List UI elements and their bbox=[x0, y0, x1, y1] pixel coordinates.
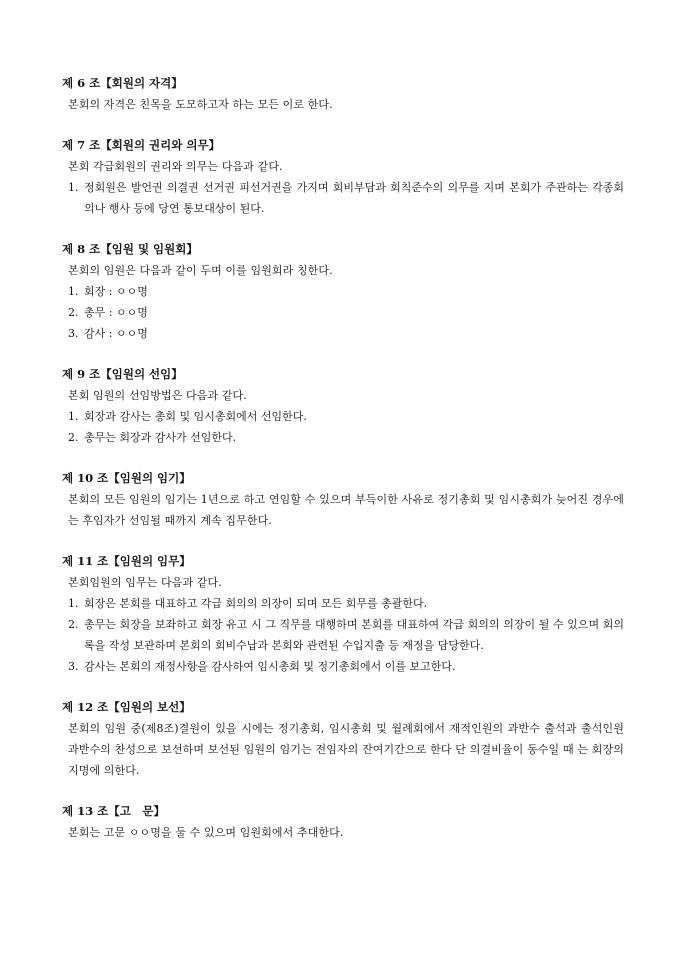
list-item bbox=[62, 281, 624, 302]
list-item-number: 1. bbox=[68, 597, 79, 610]
list-item-number: 3. bbox=[68, 660, 79, 673]
article-paragraph: 본회는 고문 ㅇㅇ명을 둘 수 있으며 임원회에서 추대한다. bbox=[68, 826, 344, 839]
list-item bbox=[62, 656, 624, 677]
article-heading: 제 13 조【고 문】 bbox=[62, 804, 165, 818]
list-item bbox=[62, 614, 624, 656]
article-paragraph: 본회의 자격은 친목을 도모하고자 하는 모든 이로 한다. bbox=[68, 98, 333, 111]
list-item bbox=[62, 406, 624, 427]
article-section bbox=[62, 74, 624, 115]
list-item-number: 2. bbox=[68, 306, 79, 319]
list-item-number: 1. bbox=[68, 285, 79, 298]
list-item-text: 회장 : ㅇㅇ명 bbox=[84, 285, 148, 298]
article-paragraph: 본회 임원의 선임방법은 다음과 같다. bbox=[68, 389, 247, 402]
list-item-text: 총무는 회장과 감사가 선임한다. bbox=[84, 431, 237, 444]
article-section bbox=[62, 469, 624, 531]
list-item-text: 총무는 회장을 보좌하고 회장 유고 시 그 직무를 대행하며 본회를 대표하여 각급 회의의 의장이 될 수 있으며 회의록을 작성 보관하며 본회의 회비수납과 본회와 관련된 수입지출 등 재정을 담당한다. bbox=[84, 618, 624, 652]
list-item bbox=[62, 593, 624, 614]
article-paragraph: 본회의 임원 중(제8조)결원이 있을 시에는 정기총회, 임시총회 및 월례회에서 재적인원의 과반수 출석과 출석인원 과반수의 찬성으로 보선하며 보선된 임원의 임기는 전임자의 잔여기간으로 한다 단 의결비율이 동수일 때 는 회장의 지명에 의한다. bbox=[68, 722, 624, 777]
article-heading: 제 10 조【임원의 임기】 bbox=[62, 471, 191, 485]
list-item-number: 1. bbox=[68, 181, 79, 194]
article-paragraph: 본회 각급회원의 권리와 의무는 다음과 같다. bbox=[68, 160, 283, 173]
list-item-text: 정회원은 발언권 의결권 선거권 피선거권을 가지며 회비부담과 회칙준수의 의무를 지며 본회가 주관하는 각종회의나 행사 등에 당연 통보대상이 된다. bbox=[84, 181, 624, 215]
article-paragraph: 본회의 모든 임원의 임기는 1년으로 하고 연임할 수 있으며 부득이한 사유로 정기총회 및 임시총회가 늦어진 경우에는 후임자가 선임될 때까지 계속 집무한다. bbox=[68, 493, 624, 527]
list-item bbox=[62, 177, 624, 219]
list-item bbox=[62, 302, 624, 323]
article-heading: 제 12 조【임원의 보선】 bbox=[62, 700, 191, 714]
list-item-text: 감사 : ㅇㅇ명 bbox=[84, 327, 148, 340]
list-item bbox=[62, 427, 624, 448]
article-section bbox=[62, 552, 624, 677]
list-item-number: 2. bbox=[68, 618, 79, 631]
article-paragraph: 본회의 임원은 다음과 같이 두며 이를 임원회라 칭한다. bbox=[68, 264, 333, 277]
article-section bbox=[62, 698, 624, 781]
list-item bbox=[62, 323, 624, 344]
list-item-text: 감사는 본회의 재정사항을 감사하여 임시총회 및 정기총회에서 이를 보고한다. bbox=[84, 660, 456, 673]
document-body bbox=[62, 74, 624, 864]
article-paragraph: 본회임원의 임무는 다음과 같다. bbox=[68, 576, 222, 589]
list-item-number: 3. bbox=[68, 327, 79, 340]
article-heading: 제 9 조【임원의 선임】 bbox=[62, 367, 183, 381]
article-heading: 제 7 조【회원의 권리와 의무】 bbox=[62, 138, 221, 152]
article-section bbox=[62, 802, 624, 843]
article-heading: 제 11 조【임원의 임무】 bbox=[62, 554, 191, 568]
article-section bbox=[62, 365, 624, 448]
article-heading: 제 6 조【회원의 자격】 bbox=[62, 76, 183, 90]
article-section bbox=[62, 136, 624, 219]
article-heading: 제 8 조【임원 및 임원회】 bbox=[62, 242, 198, 256]
list-item-text: 회장은 본회를 대표하고 각급 회의의 의장이 되며 모든 회무를 총괄한다. bbox=[84, 597, 428, 610]
list-item-number: 1. bbox=[68, 410, 79, 423]
list-item-text: 회장과 감사는 총회 및 임시총회에서 선임한다. bbox=[84, 410, 307, 423]
list-item-number: 2. bbox=[68, 431, 79, 444]
article-section bbox=[62, 240, 624, 344]
list-item-text: 총무 : ㅇㅇ명 bbox=[84, 306, 148, 319]
